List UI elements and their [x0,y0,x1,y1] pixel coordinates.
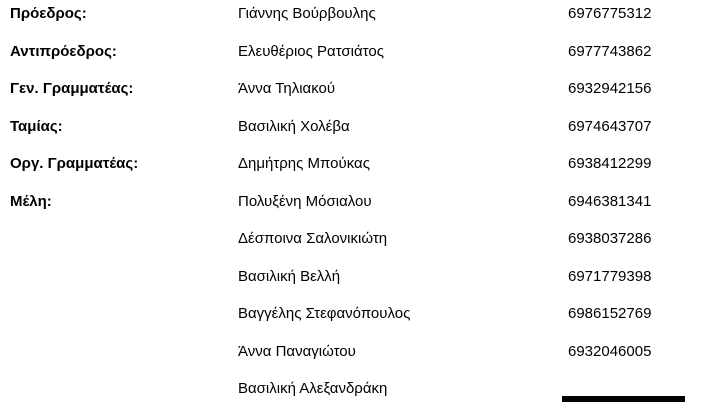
table-row [0,269,713,307]
role-label: Ταμίας: [10,117,63,135]
member-phone: 6974643707 [568,117,652,135]
member-phone: 6971779398 [568,267,652,285]
table-row [0,44,713,82]
member-phone: 6938037286 [568,230,652,247]
member-name: Βασιλική Χολέβα [238,117,350,135]
table-row [0,156,713,194]
member-name: Γιάννης Βούρβουλης [238,5,376,22]
board-members-table [0,6,713,402]
member-phone: 6976775312 [568,5,652,22]
member-name: Άννα Τηλιακού [238,80,336,97]
table-row [0,6,713,44]
role-label: Γεν. Γραμματέας: [10,80,134,97]
table-row [0,81,713,119]
member-name: Βαγγέλης Στεφανόπουλος [238,305,411,322]
member-name: Δέσποινα Σαλονικιώτη [238,230,388,247]
member-phone: 6986152769 [568,305,652,322]
member-name: Άννα Παναγιώτου [238,342,356,360]
member-name: Βασιλική Αλεξανδράκη [238,380,388,397]
member-phone: 6977743862 [568,42,652,60]
table-row [0,306,713,344]
table-row [0,231,713,269]
table-row [0,194,713,232]
table-row [0,344,713,382]
member-name: Βασιλική Βελλή [238,267,341,285]
member-name: Δημήτρης Μπούκας [238,155,370,172]
redaction-bar [562,396,685,402]
member-name: Ελευθέριος Ρατσιάτος [238,42,384,60]
member-phone: 6932942156 [568,80,652,97]
member-phone: 6946381341 [568,192,652,210]
role-label: Αντιπρόεδρος: [10,42,117,60]
member-phone: 6932046005 [568,342,652,360]
role-label: Οργ. Γραμματέας: [10,155,139,172]
role-label: Πρόεδρος: [10,5,87,22]
member-name: Πολυξένη Μόσιαλου [238,192,372,210]
member-phone: 6938412299 [568,155,652,172]
table-row [0,119,713,157]
role-label: Μέλη: [10,192,52,210]
